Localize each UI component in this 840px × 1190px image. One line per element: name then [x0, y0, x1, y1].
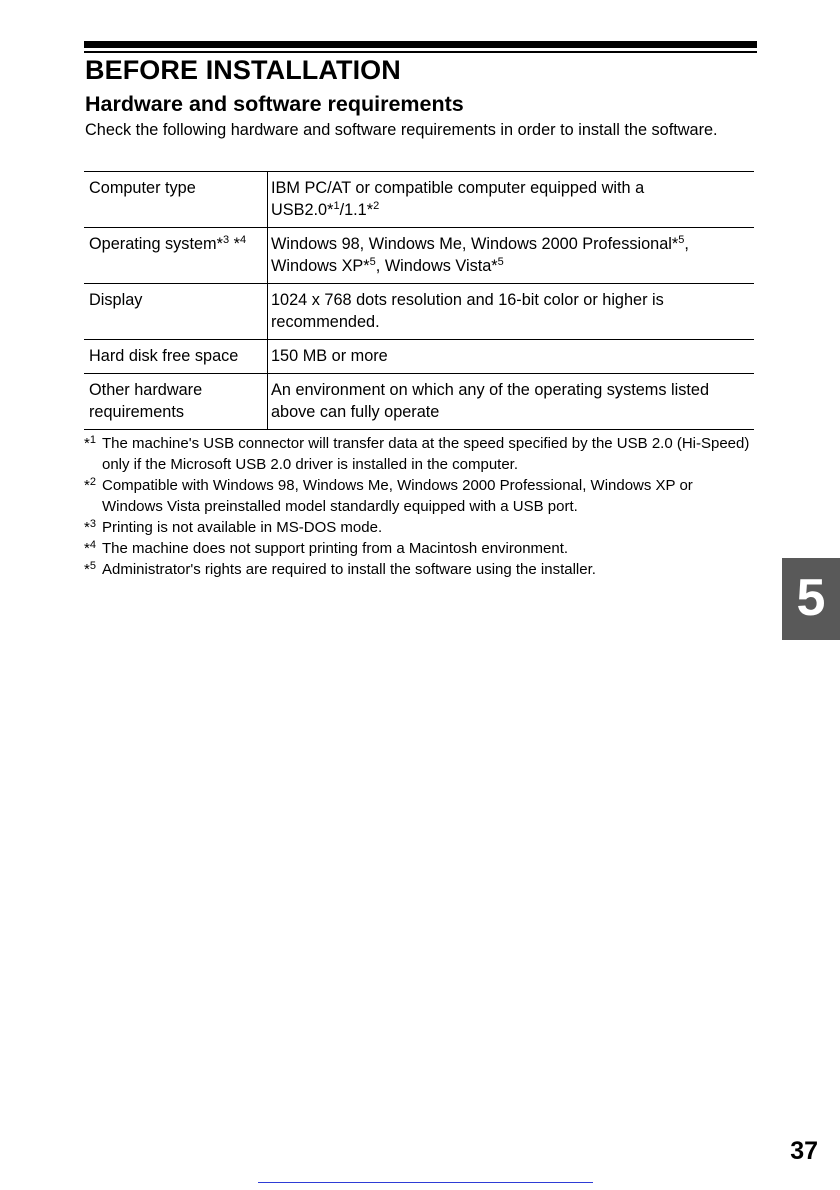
footnote-3 — [84, 517, 756, 538]
footnote-text: Compatible with Windows 98, Windows Me, Windows 2000 Professional, Windows XP or Windows Vista preinstalled model standardly equipped with a USB port. — [102, 477, 693, 515]
table-row — [84, 284, 754, 340]
page-number: 37 — [790, 1137, 818, 1165]
row-value-operating-system: Windows 98, Windows Me, Windows 2000 Professional*$^5$, Windows XP*$^5$, Windows Vista*$^5$ — [268, 228, 755, 284]
footnote-marker: *$^3$ — [84, 518, 96, 536]
row-value-computer-type: IBM PC/AT or compatible computer equipped with a USB2.0*$^1$/1.1*$^2$ — [268, 172, 755, 228]
table-row — [84, 228, 754, 284]
footnote-text: The machine's USB connector will transfer data at the speed specified by the USB 2.0 (Hi-Speed) only if the Microsoft USB 2.0 driver is installed in the computer. — [102, 435, 750, 473]
row-label-other-hardware: Other hardware requirements — [84, 374, 268, 430]
row-label-computer-type: Computer type — [84, 172, 268, 228]
footnote-marker: *$^2$ — [84, 476, 96, 494]
footnote-text: The machine does not support printing from a Macintosh environment. — [102, 540, 569, 557]
footnote-marker: *$^1$ — [84, 434, 96, 452]
footnote-text: Printing is not available in MS-DOS mode. — [102, 519, 383, 536]
row-label-hard-disk: Hard disk free space — [84, 340, 268, 374]
page-title: BEFORE INSTALLATION — [85, 55, 401, 85]
intro-text: Check the following hardware and software requirements in order to install the software. — [85, 121, 718, 139]
footnote-5 — [84, 559, 756, 580]
table-row — [84, 340, 754, 374]
footnote-text: Administrator's rights are required to install the software using the installer. — [102, 561, 596, 578]
footnote-4 — [84, 538, 756, 559]
footnote-marker: *$^5$ — [84, 560, 96, 578]
row-value-other-hardware: An environment on which any of the operating systems listed above can fully operate — [268, 374, 755, 430]
top-rule-thick — [84, 41, 757, 48]
bottom-link-underline[interactable] — [258, 1182, 593, 1183]
footnote-2 — [84, 475, 756, 517]
table-row — [84, 374, 754, 430]
row-value-display: 1024 x 768 dots resolution and 16-bit color or higher is recommended. — [268, 284, 755, 340]
chapter-tab: 5 — [782, 558, 840, 640]
top-rule-thin — [84, 51, 757, 53]
footnote-marker: *$^4$ — [84, 539, 96, 557]
row-label-display: Display — [84, 284, 268, 340]
footnote-1 — [84, 433, 756, 475]
row-label-operating-system: Operating system*$^3$ *$^4$ — [84, 228, 268, 284]
section-title: Hardware and software requirements — [85, 92, 464, 116]
footnotes — [84, 433, 756, 580]
requirements-table — [84, 171, 754, 430]
row-value-hard-disk: 150 MB or more — [268, 340, 755, 374]
table-row — [84, 172, 754, 228]
